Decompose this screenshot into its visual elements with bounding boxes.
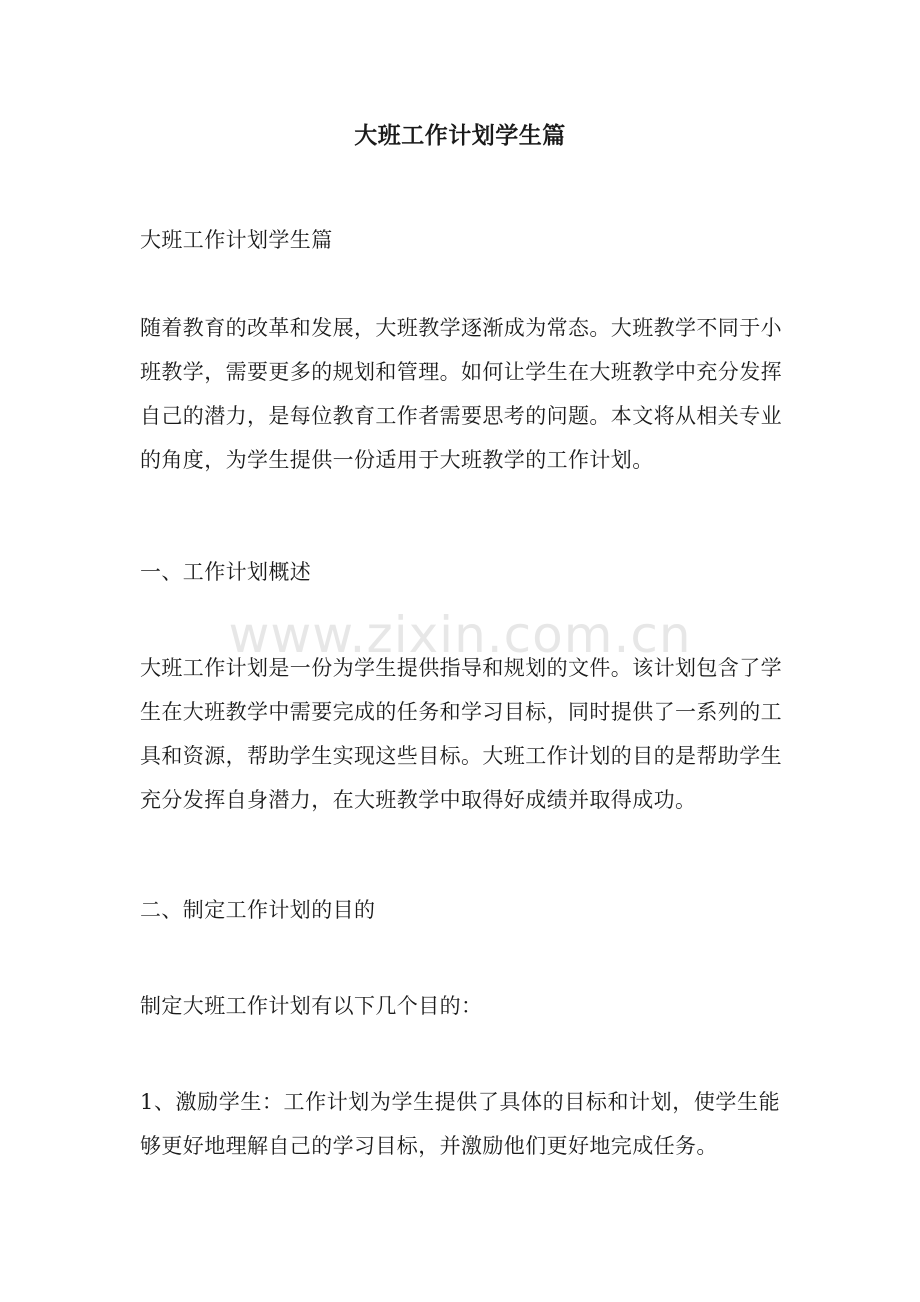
paragraph-line: 具和资源，帮助学生实现这些目标。大班工作计划的目的是帮助学生	[140, 744, 782, 768]
paragraph-line: 大班工作计划是一份为学生提供指导和规划的文件。该计划包含了学	[140, 656, 782, 680]
paragraph-line: 班教学，需要更多的规划和管理。如何让学生在大班教学中充分发挥	[140, 360, 782, 384]
document-title: 大班工作计划学生篇	[354, 122, 566, 149]
paragraph-line: 自己的潜力，是每位教育工作者需要思考的问题。本文将从相关专业	[140, 404, 782, 428]
paragraph-line: 制定大班工作计划有以下几个目的：	[140, 994, 483, 1018]
list-item-1	[140, 1080, 780, 1168]
section2-intro	[140, 984, 780, 1028]
paragraph-line: 的角度，为学生提供一份适用于大班教学的工作计划。	[140, 448, 654, 472]
heading-text: 一、工作计划概述	[140, 560, 312, 584]
section2-heading	[140, 888, 780, 932]
paragraph-line: 生在大班教学中需要完成的任务和学习目标，同时提供了一系列的工	[140, 700, 782, 724]
watermark: www.zixin.com.cn	[228, 606, 692, 664]
paragraph-line: 1、激励学生：工作计划为学生提供了具体的目标和计划，使学生能	[140, 1090, 780, 1114]
paragraph-line: 随着教育的改革和发展，大班教学逐渐成为常态。大班教学不同于小	[140, 316, 782, 340]
subtitle-text: 大班工作计划学生篇	[140, 228, 333, 252]
section1-paragraph	[140, 646, 780, 822]
paragraph-line: 够更好地理解自己的学习目标，并激励他们更好地完成任务。	[140, 1134, 718, 1158]
paragraph-line: 充分发挥自身潜力，在大班教学中取得好成绩并取得成功。	[140, 788, 697, 812]
intro-paragraph	[140, 306, 780, 482]
section1-heading	[140, 550, 780, 594]
document-subtitle	[140, 218, 780, 262]
heading-text: 二、制定工作计划的目的	[140, 898, 376, 922]
